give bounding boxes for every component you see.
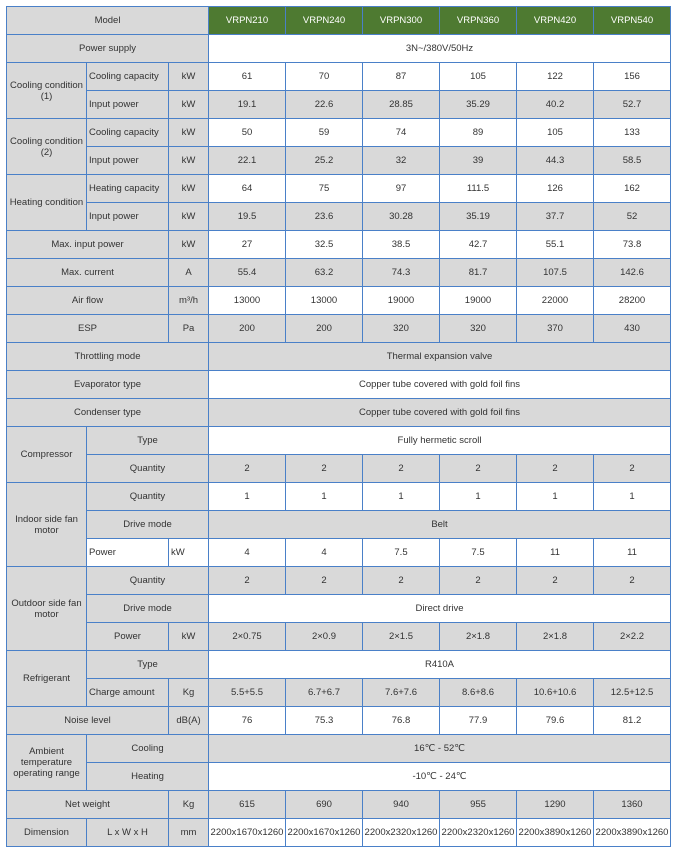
value-cell: 2 <box>209 567 286 595</box>
value-cell: 32 <box>363 147 440 175</box>
value-cell: 40.2 <box>517 91 594 119</box>
unit-label: dB(A) <box>169 707 209 735</box>
row-label: Heating capacity <box>87 175 169 203</box>
header-row <box>7 7 671 35</box>
power-supply-label: Power supply <box>7 35 209 63</box>
row-label: Noise level <box>7 707 169 735</box>
row-label: Quantity <box>87 455 209 483</box>
value-cell: 22.1 <box>209 147 286 175</box>
row-label: Max. input power <box>7 231 169 259</box>
row-label: Condenser type <box>7 399 209 427</box>
ambient-label: Ambient temperature operating range <box>7 735 87 791</box>
value-cell: 126 <box>517 175 594 203</box>
value-cell: 55.4 <box>209 259 286 287</box>
merged-value: 16℃ - 52℃ <box>209 735 671 763</box>
value-cell: 2 <box>363 455 440 483</box>
refrigerant-charge-row <box>7 679 671 707</box>
value-cell: 77.9 <box>440 707 517 735</box>
merged-value: Belt <box>209 511 671 539</box>
value-cell: 107.5 <box>517 259 594 287</box>
value-cell: 2 <box>286 455 363 483</box>
row-label: Charge amount <box>87 679 169 707</box>
value-cell: 2 <box>517 567 594 595</box>
unit-label: kW <box>169 119 209 147</box>
value-cell: 1 <box>209 483 286 511</box>
merged-value: Copper tube covered with gold foil fins <box>209 399 671 427</box>
outdoor-fan-drive-row <box>7 595 671 623</box>
value-cell: 7.5 <box>363 539 440 567</box>
unit-label: kW <box>169 623 209 651</box>
model-name: VRPN420 <box>517 7 594 35</box>
value-cell: 22000 <box>517 287 594 315</box>
value-cell: 200 <box>286 315 363 343</box>
net-weight-row <box>7 791 671 819</box>
value-cell: 2200x1670x1260 <box>286 819 363 847</box>
value-cell: 2200x2320x1260 <box>440 819 517 847</box>
value-cell: 8.6+8.6 <box>440 679 517 707</box>
value-cell: 2200x3890x1260 <box>517 819 594 847</box>
value-cell: 32.5 <box>286 231 363 259</box>
outdoor-fan-power-row <box>7 623 671 651</box>
merged-value: Copper tube covered with gold foil fins <box>209 371 671 399</box>
evaporator-row <box>7 371 671 399</box>
row-label: Type <box>87 427 209 455</box>
value-cell: 81.7 <box>440 259 517 287</box>
value-cell: 1 <box>594 483 671 511</box>
cooling1-input-row <box>7 91 671 119</box>
model-name: VRPN360 <box>440 7 517 35</box>
row-label: Input power <box>87 147 169 175</box>
value-cell: 940 <box>363 791 440 819</box>
condenser-row <box>7 399 671 427</box>
value-cell: 105 <box>517 119 594 147</box>
unit-label: kW <box>169 231 209 259</box>
value-cell: 162 <box>594 175 671 203</box>
value-cell: 19000 <box>440 287 517 315</box>
value-cell: 55.1 <box>517 231 594 259</box>
value-cell: 122 <box>517 63 594 91</box>
compressor-type-row <box>7 427 671 455</box>
cooling1-capacity-row <box>7 63 671 91</box>
row-label: ESP <box>7 315 169 343</box>
row-label: Throttling mode <box>7 343 209 371</box>
value-cell: 73.8 <box>594 231 671 259</box>
max-input-row <box>7 231 671 259</box>
value-cell: 27 <box>209 231 286 259</box>
value-cell: 42.7 <box>440 231 517 259</box>
value-cell: 28200 <box>594 287 671 315</box>
value-cell: 2×1.5 <box>363 623 440 651</box>
value-cell: 1 <box>440 483 517 511</box>
value-cell: 38.5 <box>363 231 440 259</box>
ambient-cooling-row <box>7 735 671 763</box>
unit-label: A <box>169 259 209 287</box>
value-cell: 19.5 <box>209 203 286 231</box>
value-cell: 97 <box>363 175 440 203</box>
row-label: Cooling capacity <box>87 63 169 91</box>
value-cell: 2 <box>440 567 517 595</box>
outdoor-fan-quantity-row <box>7 567 671 595</box>
value-cell: 22.6 <box>286 91 363 119</box>
refrigerant-type-row <box>7 651 671 679</box>
value-cell: 2×1.8 <box>517 623 594 651</box>
row-label: Dimension <box>7 819 87 847</box>
value-cell: 75.3 <box>286 707 363 735</box>
value-cell: 2×0.9 <box>286 623 363 651</box>
value-cell: 111.5 <box>440 175 517 203</box>
merged-value: Fully hermetic scroll <box>209 427 671 455</box>
value-cell: 74.3 <box>363 259 440 287</box>
value-cell: 52.7 <box>594 91 671 119</box>
value-cell: 74 <box>363 119 440 147</box>
throttling-row <box>7 343 671 371</box>
value-cell: 79.6 <box>517 707 594 735</box>
merged-value: -10℃ - 24℃ <box>209 763 671 791</box>
value-cell: 430 <box>594 315 671 343</box>
value-cell: 89 <box>440 119 517 147</box>
max-current-row <box>7 259 671 287</box>
value-cell: 28.85 <box>363 91 440 119</box>
value-cell: 13000 <box>209 287 286 315</box>
value-cell: 156 <box>594 63 671 91</box>
indoor-fan-power-row <box>7 539 671 567</box>
value-cell: 39 <box>440 147 517 175</box>
indoor-fan-drive-row <box>7 511 671 539</box>
value-cell: 6.7+6.7 <box>286 679 363 707</box>
value-cell: 2 <box>209 455 286 483</box>
cooling2-capacity-row <box>7 119 671 147</box>
heating-input-row <box>7 203 671 231</box>
row-label: Input power <box>87 203 169 231</box>
row-label: Cooling capacity <box>87 119 169 147</box>
cooling1-label: Cooling condition (1) <box>7 63 87 119</box>
value-cell: 2200x3890x1260 <box>594 819 671 847</box>
value-cell: 4 <box>286 539 363 567</box>
value-cell: 5.5+5.5 <box>209 679 286 707</box>
value-cell: 58.5 <box>594 147 671 175</box>
unit-label: Kg <box>169 679 209 707</box>
row-label: Drive mode <box>87 595 209 623</box>
value-cell: 59 <box>286 119 363 147</box>
unit-label: Kg <box>169 791 209 819</box>
value-cell: 955 <box>440 791 517 819</box>
merged-value: Thermal expansion valve <box>209 343 671 371</box>
row-label: Quantity <box>87 483 209 511</box>
indoor-fan-quantity-row <box>7 483 671 511</box>
row-label: Cooling <box>87 735 209 763</box>
value-cell: 2200x1670x1260 <box>209 819 286 847</box>
heating-label: Heating condition <box>7 175 87 231</box>
compressor-label: Compressor <box>7 427 87 483</box>
dimension-sub-label: L x W x H <box>87 819 169 847</box>
value-cell: 2 <box>440 455 517 483</box>
ambient-heating-row <box>7 763 671 791</box>
value-cell: 52 <box>594 203 671 231</box>
refrigerant-label: Refrigerant <box>7 651 87 707</box>
value-cell: 690 <box>286 791 363 819</box>
model-label: Model <box>7 7 209 35</box>
value-cell: 1 <box>286 483 363 511</box>
value-cell: 13000 <box>286 287 363 315</box>
cooling2-label: Cooling condition (2) <box>7 119 87 175</box>
model-name: VRPN540 <box>594 7 671 35</box>
value-cell: 19.1 <box>209 91 286 119</box>
row-label: Max. current <box>7 259 169 287</box>
value-cell: 7.5 <box>440 539 517 567</box>
value-cell: 64 <box>209 175 286 203</box>
value-cell: 200 <box>209 315 286 343</box>
value-cell: 2 <box>363 567 440 595</box>
value-cell: 4 <box>209 539 286 567</box>
unit-label: mm <box>169 819 209 847</box>
spec-table <box>6 6 671 847</box>
air-flow-row <box>7 287 671 315</box>
unit-label: kW <box>169 175 209 203</box>
esp-row <box>7 315 671 343</box>
value-cell: 142.6 <box>594 259 671 287</box>
value-cell: 81.2 <box>594 707 671 735</box>
unit-label: kW <box>169 203 209 231</box>
value-cell: 10.6+10.6 <box>517 679 594 707</box>
unit-label: kW <box>169 91 209 119</box>
model-name: VRPN300 <box>363 7 440 35</box>
value-cell: 2×2.2 <box>594 623 671 651</box>
unit-label: m³/h <box>169 287 209 315</box>
value-cell: 87 <box>363 63 440 91</box>
value-cell: 320 <box>440 315 517 343</box>
value-cell: 1 <box>363 483 440 511</box>
value-cell: 2 <box>517 455 594 483</box>
value-cell: 76.8 <box>363 707 440 735</box>
value-cell: 1290 <box>517 791 594 819</box>
value-cell: 2200x2320x1260 <box>363 819 440 847</box>
row-label: Quantity <box>87 567 209 595</box>
value-cell: 11 <box>594 539 671 567</box>
value-cell: 2 <box>594 455 671 483</box>
row-label: Net weight <box>7 791 169 819</box>
value-cell: 19000 <box>363 287 440 315</box>
value-cell: 23.6 <box>286 203 363 231</box>
value-cell: 1360 <box>594 791 671 819</box>
value-cell: 50 <box>209 119 286 147</box>
row-label: Heating <box>87 763 209 791</box>
row-label: Air flow <box>7 287 169 315</box>
row-label: Power <box>87 623 169 651</box>
power-supply-row <box>7 35 671 63</box>
value-cell: 2×0.75 <box>209 623 286 651</box>
unit-label: Pa <box>169 315 209 343</box>
value-cell: 30.28 <box>363 203 440 231</box>
heating-capacity-row <box>7 175 671 203</box>
noise-row <box>7 707 671 735</box>
unit-label: kW <box>169 147 209 175</box>
row-label: Drive mode <box>87 511 209 539</box>
merged-value: R410A <box>209 651 671 679</box>
model-name: VRPN210 <box>209 7 286 35</box>
indoor-fan-label: Indoor side fan motor <box>7 483 87 567</box>
value-cell: 133 <box>594 119 671 147</box>
value-cell: 11 <box>517 539 594 567</box>
value-cell: 44.3 <box>517 147 594 175</box>
value-cell: 61 <box>209 63 286 91</box>
unit-label: kW <box>169 539 209 567</box>
value-cell: 2×1.8 <box>440 623 517 651</box>
value-cell: 7.6+7.6 <box>363 679 440 707</box>
value-cell: 76 <box>209 707 286 735</box>
outdoor-fan-label: Outdoor side fan motor <box>7 567 87 651</box>
value-cell: 1 <box>517 483 594 511</box>
compressor-quantity-row <box>7 455 671 483</box>
row-label: Evaporator type <box>7 371 209 399</box>
value-cell: 370 <box>517 315 594 343</box>
row-label: Input power <box>87 91 169 119</box>
value-cell: 75 <box>286 175 363 203</box>
value-cell: 615 <box>209 791 286 819</box>
value-cell: 2 <box>286 567 363 595</box>
value-cell: 12.5+12.5 <box>594 679 671 707</box>
value-cell: 25.2 <box>286 147 363 175</box>
value-cell: 63.2 <box>286 259 363 287</box>
power-supply-value: 3N~/380V/50Hz <box>209 35 671 63</box>
row-label: Type <box>87 651 209 679</box>
value-cell: 320 <box>363 315 440 343</box>
dimension-row <box>7 819 671 847</box>
row-label: Power <box>87 539 169 567</box>
value-cell: 37.7 <box>517 203 594 231</box>
value-cell: 35.19 <box>440 203 517 231</box>
merged-value: Direct drive <box>209 595 671 623</box>
value-cell: 70 <box>286 63 363 91</box>
model-name: VRPN240 <box>286 7 363 35</box>
unit-label: kW <box>169 63 209 91</box>
value-cell: 2 <box>594 567 671 595</box>
value-cell: 35.29 <box>440 91 517 119</box>
cooling2-input-row <box>7 147 671 175</box>
value-cell: 105 <box>440 63 517 91</box>
